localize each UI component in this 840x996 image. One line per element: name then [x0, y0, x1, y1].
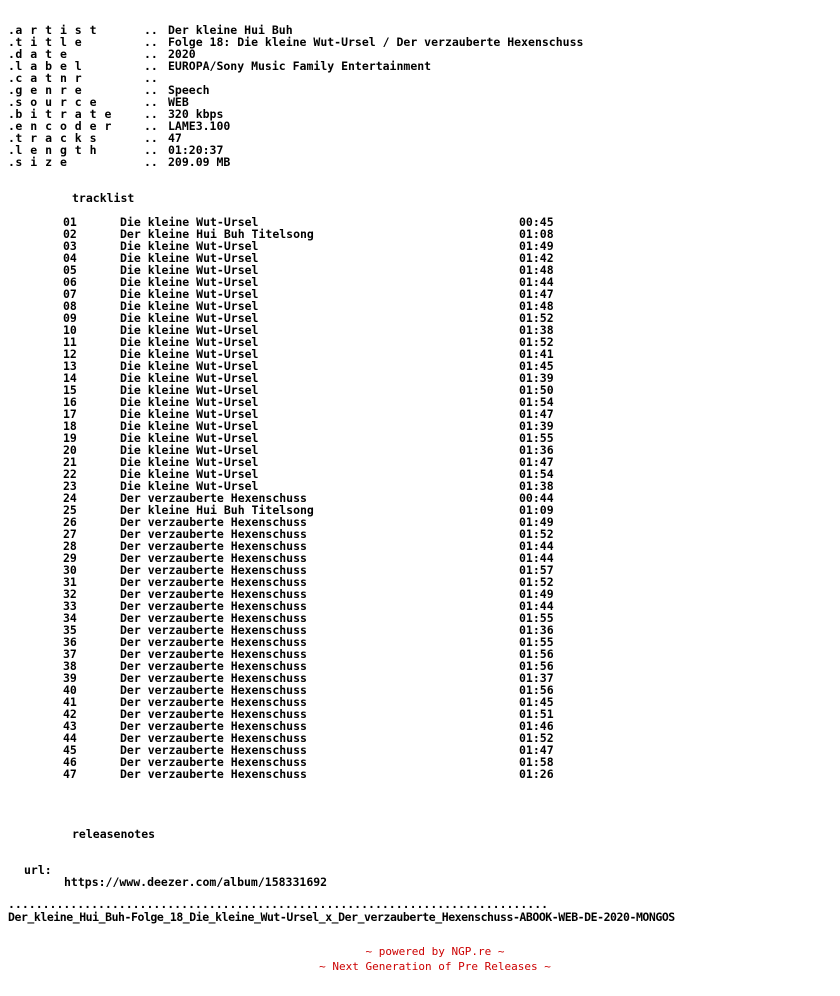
track-title: Die kleine Wut-Ursel — [120, 215, 259, 229]
track-length: 01:38 — [519, 479, 554, 493]
track-title: Der verzauberte Hexenschuss — [120, 683, 307, 697]
info-key: .g e n r e — [8, 83, 83, 97]
track-length: 01:44 — [519, 539, 554, 553]
info-value: LAME3.100 — [168, 119, 231, 133]
track-number: 24 — [63, 491, 77, 505]
info-separator: .. — [144, 155, 158, 169]
releasenotes-heading: releasenotes — [72, 827, 156, 841]
track-title: Die kleine Wut-Ursel — [120, 395, 259, 409]
info-separator: .. — [144, 95, 158, 109]
info-value: 209.09 MB — [168, 155, 231, 169]
track-title: Die kleine Wut-Ursel — [120, 383, 259, 397]
track-length: 01:52 — [519, 731, 554, 745]
track-title: Der verzauberte Hexenschuss — [120, 575, 307, 589]
track-title: Der verzauberte Hexenschuss — [120, 707, 307, 721]
track-title: Die kleine Wut-Ursel — [120, 275, 259, 289]
track-number: 29 — [63, 551, 77, 565]
track-length: 01:39 — [519, 419, 554, 433]
track-title: Der verzauberte Hexenschuss — [120, 695, 307, 709]
track-title: Die kleine Wut-Ursel — [120, 335, 259, 349]
track-title: Die kleine Wut-Ursel — [120, 455, 259, 469]
track-number: 07 — [63, 287, 77, 301]
track-length: 01:56 — [519, 683, 554, 697]
track-number: 19 — [63, 431, 77, 445]
url-label: url: — [24, 863, 52, 877]
info-separator: .. — [144, 143, 158, 157]
track-length: 01:54 — [519, 467, 554, 481]
track-number: 02 — [63, 227, 77, 241]
track-title: Die kleine Wut-Ursel — [120, 299, 259, 313]
track-length: 01:52 — [519, 575, 554, 589]
credit-line-2: ~ Next Generation of Pre Releases ~ — [319, 960, 551, 973]
track-title: Die kleine Wut-Ursel — [120, 359, 259, 373]
track-number: 37 — [63, 647, 77, 661]
track-length: 01:52 — [519, 527, 554, 541]
track-length: 01:09 — [519, 503, 554, 517]
track-number: 28 — [63, 539, 77, 553]
track-length: 01:42 — [519, 251, 554, 265]
track-title: Der verzauberte Hexenschuss — [120, 731, 307, 745]
info-separator: .. — [144, 119, 158, 133]
track-number: 40 — [63, 683, 77, 697]
credit-line-1: ~ powered by NGP.re ~ — [365, 945, 505, 958]
track-number: 45 — [63, 743, 77, 757]
info-key: .s o u r c e — [8, 95, 98, 109]
track-length: 01:51 — [519, 707, 554, 721]
url-link[interactable]: https://www.deezer.com/album/158331692 — [64, 875, 328, 889]
track-title: Der verzauberte Hexenschuss — [120, 767, 307, 781]
track-title: Die kleine Wut-Ursel — [120, 443, 259, 457]
track-title: Die kleine Wut-Ursel — [120, 419, 259, 433]
track-title: Der verzauberte Hexenschuss — [120, 623, 307, 637]
track-length: 01:49 — [519, 239, 554, 253]
track-length: 01:47 — [519, 455, 554, 469]
track-length: 01:47 — [519, 287, 554, 301]
track-length: 01:26 — [519, 767, 554, 781]
track-number: 35 — [63, 623, 77, 637]
track-number: 03 — [63, 239, 77, 253]
track-title: Die kleine Wut-Ursel — [120, 431, 259, 445]
track-number: 31 — [63, 575, 77, 589]
track-number: 38 — [63, 659, 77, 673]
track-title: Der verzauberte Hexenschuss — [120, 563, 307, 577]
track-number: 15 — [63, 383, 77, 397]
release-name: Der_kleine_Hui_Buh-Folge_18_Die_kleine_Wut-Ursel_x_Der_verzauberte_Hexenschuss-ABOOK-WEB-DE-2020-MONGOS — [8, 910, 675, 924]
track-length: 01:55 — [519, 611, 554, 625]
track-title: Der kleine Hui Buh Titelsong — [120, 227, 314, 241]
track-number: 41 — [63, 695, 77, 709]
track-number: 14 — [63, 371, 77, 385]
track-number: 20 — [63, 443, 77, 457]
info-separator: .. — [144, 35, 158, 49]
track-number: 05 — [63, 263, 77, 277]
track-number: 23 — [63, 479, 77, 493]
track-title: Der verzauberte Hexenschuss — [120, 719, 307, 733]
info-separator: .. — [144, 23, 158, 37]
track-number: 08 — [63, 299, 77, 313]
track-title: Der verzauberte Hexenschuss — [120, 587, 307, 601]
info-value: Speech — [168, 83, 210, 97]
track-length: 00:45 — [519, 215, 554, 229]
tracklist-heading: tracklist — [72, 191, 135, 205]
track-number: 47 — [63, 767, 77, 781]
track-length: 01:44 — [519, 599, 554, 613]
info-value: 2020 — [168, 47, 196, 61]
track-number: 12 — [63, 347, 77, 361]
track-number: 25 — [63, 503, 77, 517]
track-length: 01:56 — [519, 647, 554, 661]
track-length: 00:44 — [519, 491, 554, 505]
track-title: Der verzauberte Hexenschuss — [120, 611, 307, 625]
track-length: 01:55 — [519, 635, 554, 649]
track-length: 01:47 — [519, 743, 554, 757]
track-number: 11 — [63, 335, 77, 349]
track-length: 01:48 — [519, 299, 554, 313]
info-separator: .. — [144, 47, 158, 61]
track-number: 34 — [63, 611, 77, 625]
track-number: 21 — [63, 455, 77, 469]
track-title: Die kleine Wut-Ursel — [120, 311, 259, 325]
track-number: 16 — [63, 395, 77, 409]
track-number: 46 — [63, 755, 77, 769]
track-title: Der verzauberte Hexenschuss — [120, 551, 307, 565]
track-number: 39 — [63, 671, 77, 685]
track-length: 01:54 — [519, 395, 554, 409]
track-length: 01:49 — [519, 587, 554, 601]
track-number: 26 — [63, 515, 77, 529]
track-number: 32 — [63, 587, 77, 601]
track-length: 01:56 — [519, 659, 554, 673]
track-length: 01:55 — [519, 431, 554, 445]
info-value: 320 kbps — [168, 107, 224, 121]
track-title: Der verzauberte Hexenschuss — [120, 647, 307, 661]
track-title: Die kleine Wut-Ursel — [120, 407, 259, 421]
info-key: .e n c o d e r — [8, 119, 112, 133]
info-value: EUROPA/Sony Music Family Entertainment — [168, 59, 432, 73]
info-separator: .. — [144, 107, 158, 121]
info-value: 01:20:37 — [168, 143, 224, 157]
track-number: 22 — [63, 467, 77, 481]
track-title: Die kleine Wut-Ursel — [120, 251, 259, 265]
track-title: Die kleine Wut-Ursel — [120, 479, 259, 493]
track-title: Der verzauberte Hexenschuss — [120, 491, 307, 505]
track-title: Die kleine Wut-Ursel — [120, 323, 259, 337]
info-value: WEB — [168, 95, 189, 109]
track-length: 01:44 — [519, 551, 554, 565]
track-number: 10 — [63, 323, 77, 337]
track-title: Der verzauberte Hexenschuss — [120, 527, 307, 541]
info-key: .l a b e l — [8, 59, 83, 73]
info-key: .c a t n r — [8, 71, 83, 85]
track-length: 01:44 — [519, 275, 554, 289]
dotted-separator: .............................................................................. — [8, 897, 549, 911]
track-length: 01:37 — [519, 671, 554, 685]
track-length: 01:41 — [519, 347, 554, 361]
track-title: Die kleine Wut-Ursel — [120, 467, 259, 481]
track-length: 01:08 — [519, 227, 554, 241]
track-length: 01:45 — [519, 695, 554, 709]
track-title: Die kleine Wut-Ursel — [120, 263, 259, 277]
info-key: .s i z e — [8, 155, 68, 169]
info-key: .b i t r a t e — [8, 107, 112, 121]
track-title: Der verzauberte Hexenschuss — [120, 743, 307, 757]
track-number: 42 — [63, 707, 77, 721]
track-number: 18 — [63, 419, 77, 433]
track-length: 01:49 — [519, 515, 554, 529]
track-length: 01:58 — [519, 755, 554, 769]
track-length: 01:36 — [519, 443, 554, 457]
track-title: Der verzauberte Hexenschuss — [120, 515, 307, 529]
info-key: .l e n g t h — [8, 143, 98, 157]
info-separator: .. — [144, 59, 158, 73]
track-length: 01:57 — [519, 563, 554, 577]
track-number: 04 — [63, 251, 77, 265]
track-title: Der verzauberte Hexenschuss — [120, 599, 307, 613]
track-length: 01:52 — [519, 335, 554, 349]
track-number: 30 — [63, 563, 77, 577]
info-key: .d a t e — [8, 47, 68, 61]
track-title: Der verzauberte Hexenschuss — [120, 671, 307, 685]
track-length: 01:47 — [519, 407, 554, 421]
info-separator: .. — [144, 83, 158, 97]
info-value: Folge 18: Die kleine Wut-Ursel / Der verzauberte Hexenschuss — [168, 35, 584, 49]
track-number: 36 — [63, 635, 77, 649]
track-title: Die kleine Wut-Ursel — [120, 347, 259, 361]
track-length: 01:39 — [519, 371, 554, 385]
track-number: 01 — [63, 215, 77, 229]
track-length: 01:48 — [519, 263, 554, 277]
track-number: 06 — [63, 275, 77, 289]
track-number: 17 — [63, 407, 77, 421]
track-title: Der verzauberte Hexenschuss — [120, 539, 307, 553]
track-length: 01:52 — [519, 311, 554, 325]
track-length: 01:45 — [519, 359, 554, 373]
info-key: .t r a c k s — [8, 131, 98, 145]
track-length: 01:50 — [519, 383, 554, 397]
info-key: .a r t i s t — [8, 23, 98, 37]
info-value: 47 — [168, 131, 182, 145]
track-title: Der verzauberte Hexenschuss — [120, 635, 307, 649]
track-title: Der verzauberte Hexenschuss — [120, 659, 307, 673]
track-title: Die kleine Wut-Ursel — [120, 239, 259, 253]
url-line — [0, 852, 328, 889]
track-number: 44 — [63, 731, 77, 745]
track-length: 01:36 — [519, 623, 554, 637]
track-title: Die kleine Wut-Ursel — [120, 371, 259, 385]
info-separator: .. — [144, 131, 158, 145]
info-key: .t i t l e — [8, 35, 83, 49]
info-value: Der kleine Hui Buh — [168, 23, 293, 37]
info-separator: .. — [144, 71, 158, 85]
track-title: Der verzauberte Hexenschuss — [120, 755, 307, 769]
track-length: 01:38 — [519, 323, 554, 337]
track-number: 13 — [63, 359, 77, 373]
track-number: 43 — [63, 719, 77, 733]
track-title: Der kleine Hui Buh Titelsong — [120, 503, 314, 517]
track-length: 01:46 — [519, 719, 554, 733]
track-number: 33 — [63, 599, 77, 613]
track-number: 09 — [63, 311, 77, 325]
track-title: Die kleine Wut-Ursel — [120, 287, 259, 301]
track-number: 27 — [63, 527, 77, 541]
